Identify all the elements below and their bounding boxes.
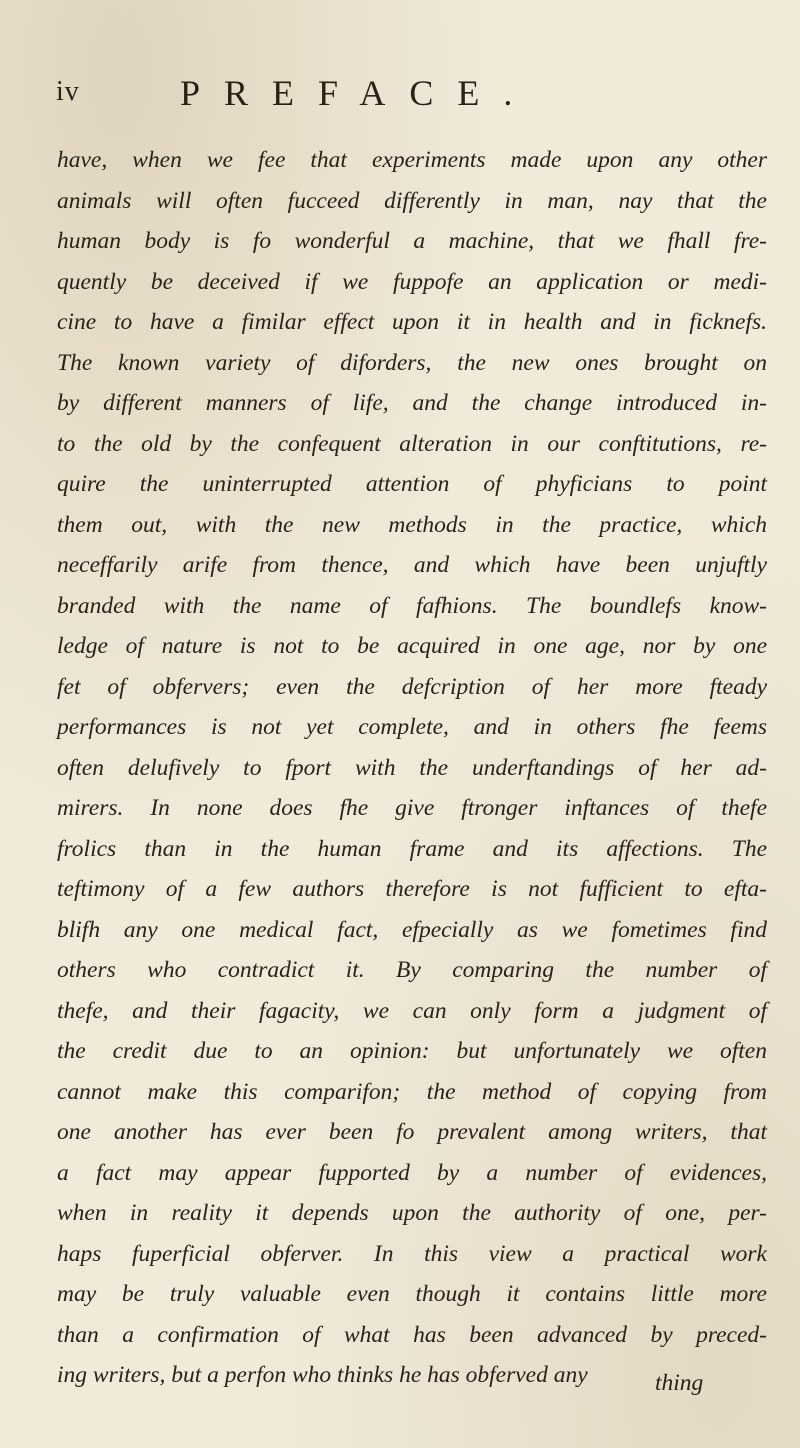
- text-line: them out, with the new methods in the practice, which: [57, 511, 767, 538]
- page-header: [56, 72, 756, 112]
- text-line: frolics than in the human frame and its affections. The: [57, 835, 767, 862]
- text-line: cine to have a fimilar effect upon it in health and in ficknefs.: [57, 309, 767, 335]
- text-line: The known variety of diforders, the new ones brought on: [57, 349, 767, 376]
- text-line: neceffarily arife from thence, and which have been unjuftly: [57, 552, 767, 578]
- text-line: ing writers, but a perfon who thinks he has obferved any: [57, 1362, 588, 1388]
- text-line: quently be deceived if we fuppofe an application or medi-: [57, 268, 767, 295]
- text-line: one another has ever been fo prevalent among writers, that: [57, 1119, 767, 1145]
- text-line: fet of obfervers; even the defcription of her more fteady: [57, 673, 767, 700]
- text-line: cannot make this comparifon; the method of copying from: [57, 1078, 767, 1105]
- text-line: teftimony of a few authors therefore is not fufficient to efta-: [57, 876, 767, 902]
- catchword: thing: [655, 1370, 704, 1396]
- text-line: a fact may appear fupported by a number of evidences,: [57, 1159, 767, 1186]
- text-line: branded with the name of fafhions. The boundlefs know-: [57, 592, 767, 619]
- text-line: animals will often fucceed differently in man, nay that the: [57, 187, 767, 214]
- text-line: may be truly valuable even though it contains little more: [57, 1281, 767, 1307]
- page-number: iv: [56, 76, 80, 107]
- text-line: haps fuperficial obferver. In this view a practical work: [57, 1240, 767, 1267]
- text-line: the credit due to an opinion: but unfortunately we often: [57, 1038, 767, 1064]
- text-line: have, when we fee that experiments made upon any other: [57, 147, 767, 173]
- text-line: ledge of nature is not to be acquired in one age, nor by one: [57, 633, 767, 659]
- text-line: human body is fo wonderful a machine, that we fhall fre-: [57, 228, 767, 254]
- text-line: others who contradict it. By comparing the number of: [57, 957, 767, 983]
- text-line: by different manners of life, and the change introduced in-: [57, 390, 767, 416]
- text-line: mirers. In none does fhe give ftronger inftances of thefe: [57, 795, 767, 821]
- text-line: performances is not yet complete, and in others fhe feems: [57, 714, 767, 740]
- text-line: quire the uninterrupted attention of phyficians to point: [57, 471, 767, 497]
- text-line: often delufively to fport with the underftandings of her ad-: [57, 754, 767, 781]
- running-title: PREFACE.: [180, 73, 537, 113]
- text-line: blifh any one medical fact, efpecially as we fometimes find: [57, 916, 767, 943]
- text-line: to the old by the confequent alteration in our conftitutions, re-: [57, 430, 767, 457]
- text-line: when in reality it depends upon the authority of one, per-: [57, 1200, 767, 1226]
- body-text: [57, 140, 767, 1396]
- text-line: than a confirmation of what has been advanced by preced-: [57, 1321, 767, 1348]
- text-line: thefe, and their fagacity, we can only form a judgment of: [57, 997, 767, 1024]
